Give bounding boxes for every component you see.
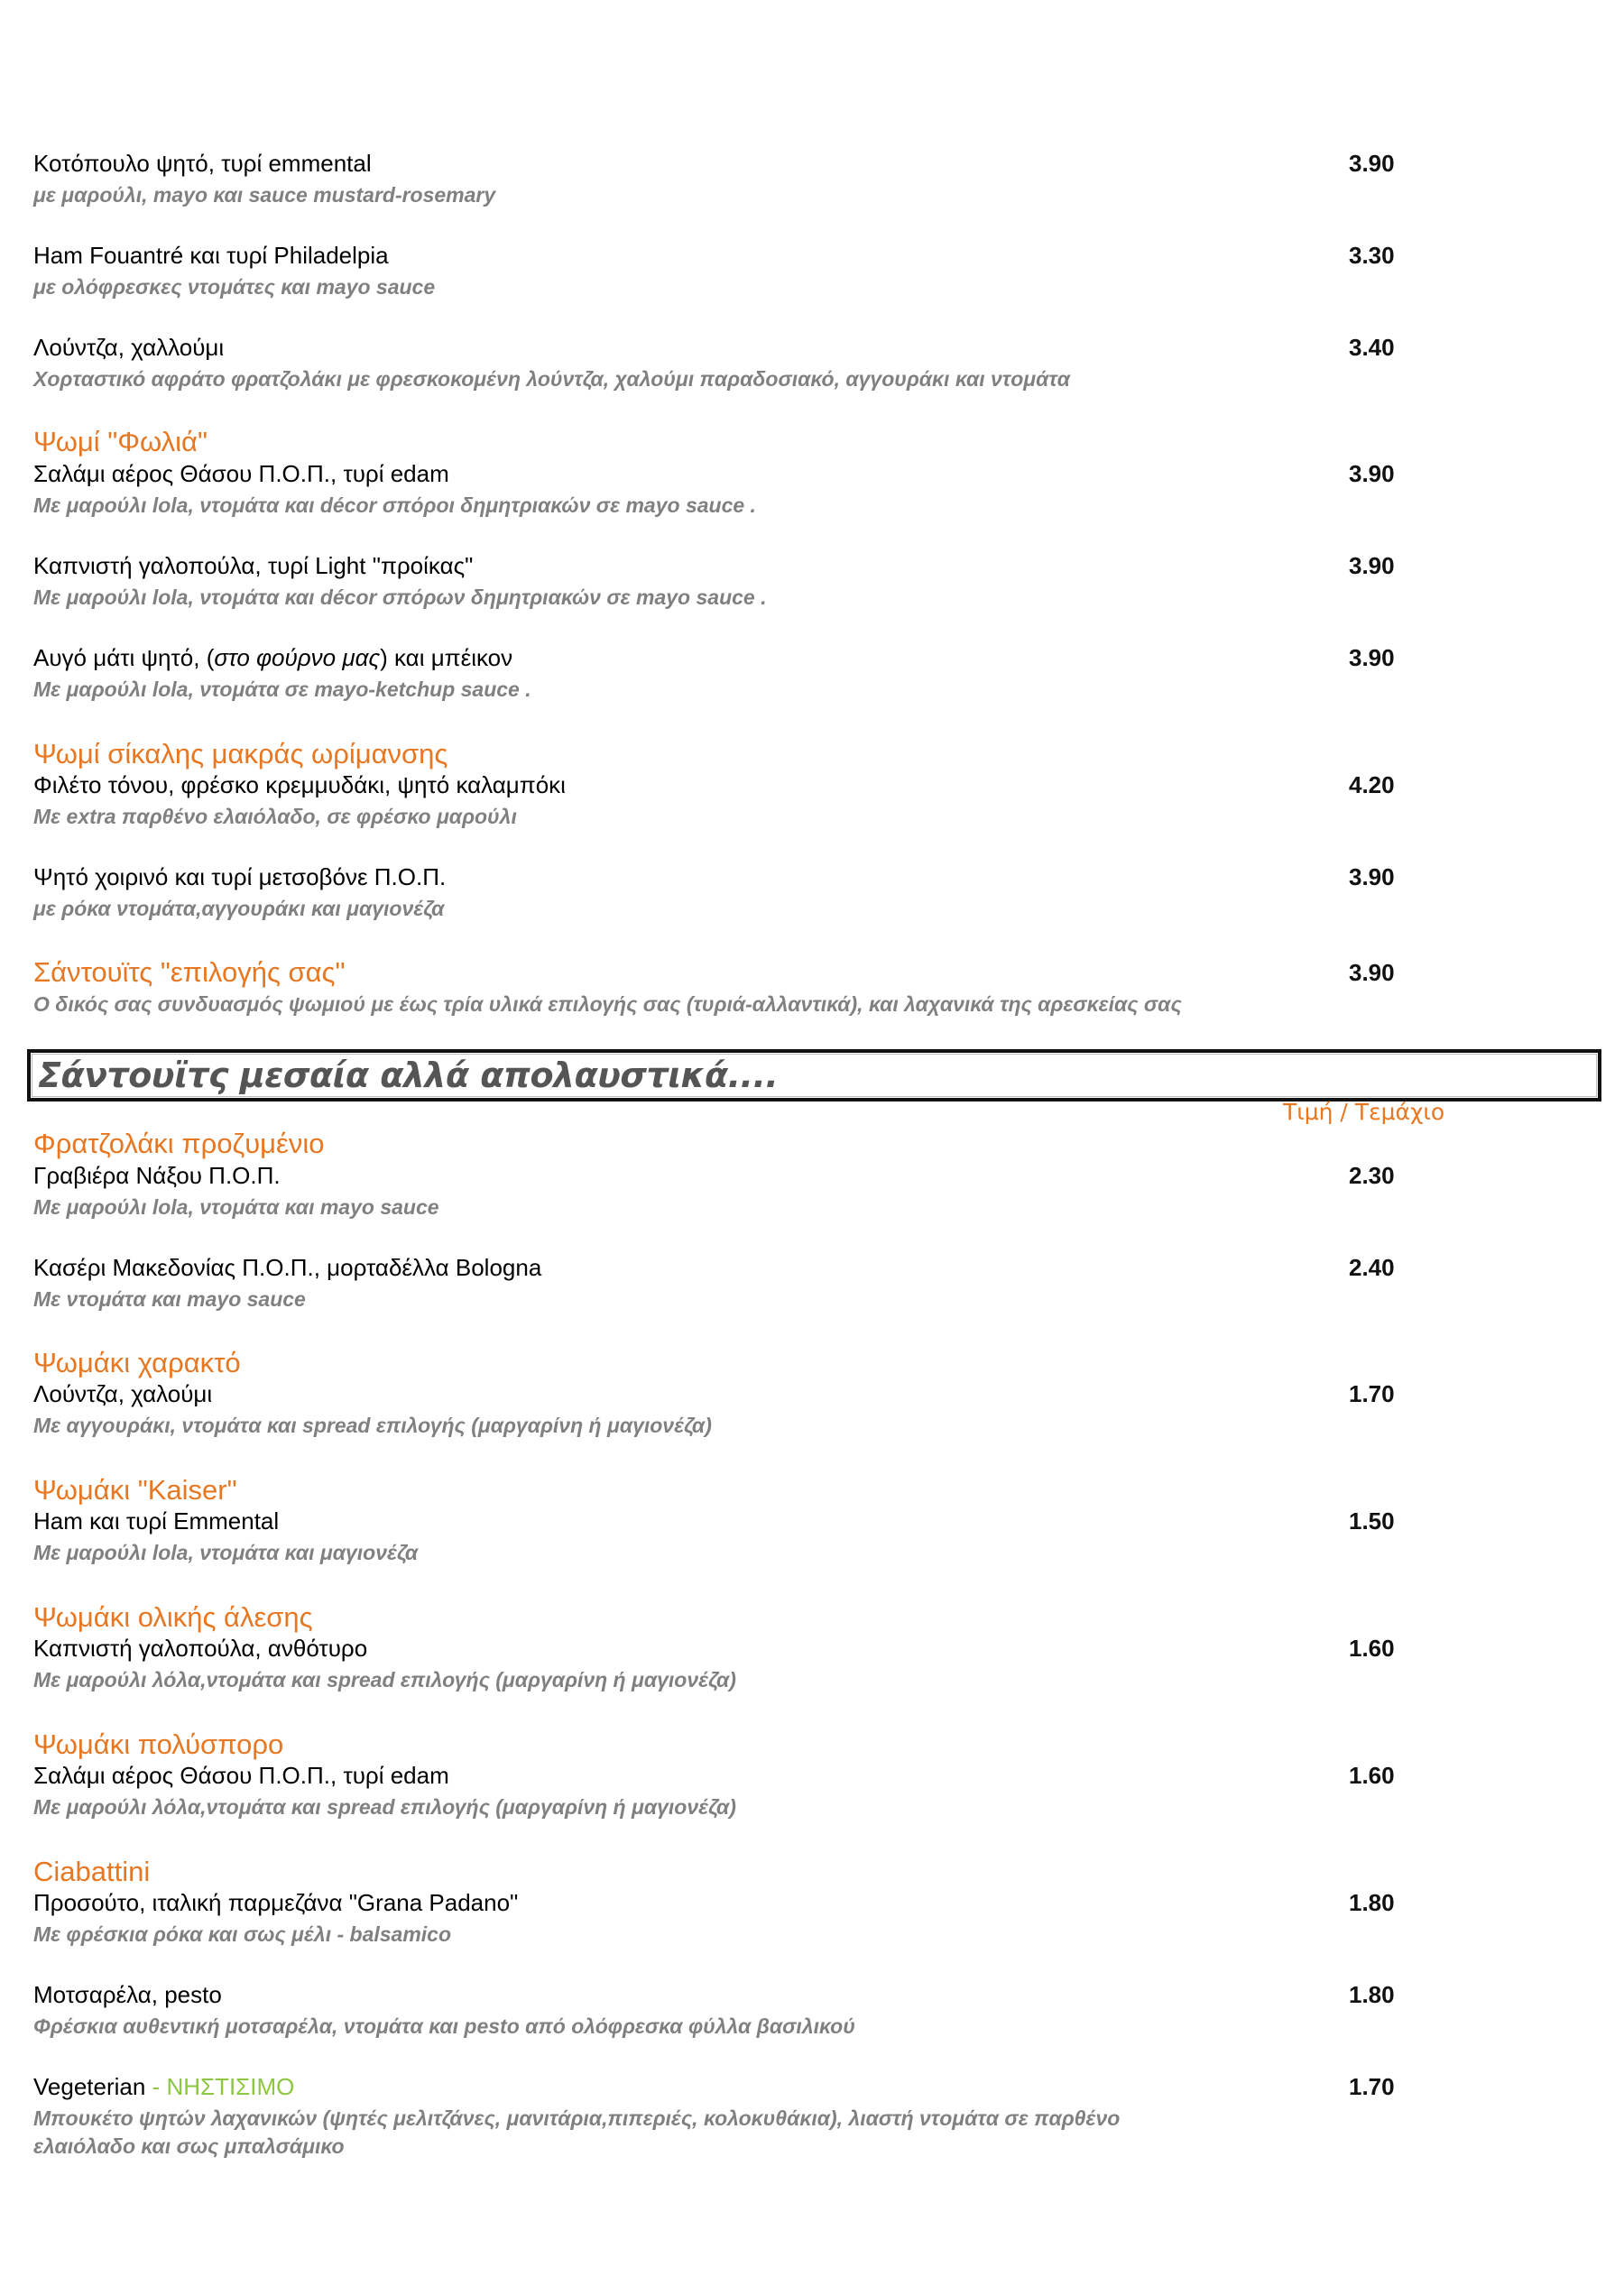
menu-item-price: 1.80 [1349, 1889, 1395, 1916]
menu-item-name: Προσούτο, ιταλική παρμεζάνα "Grana Padano" [33, 1889, 519, 1916]
menu-item-description: Με φρέσκια ρόκα και σως μέλι - balsamico [33, 1922, 452, 1946]
menu-item-name: Φιλέτο τόνου, φρέσκο κρεμμυδάκι, ψητό καλαμπόκι [33, 771, 566, 798]
menu-item-name: Ham και τυρί Emmental [33, 1507, 280, 1535]
category-title: Ψωμάκι ολικής άλεσης [33, 1601, 313, 1633]
menu-item-price: 3.90 [1349, 460, 1395, 487]
menu-item-description: ελαιόλαδο και σως μπαλσάμικο [33, 2134, 345, 2158]
menu-item-price: 1.70 [1349, 2073, 1395, 2100]
menu-item-price: 3.90 [1349, 150, 1395, 177]
menu-item-description: Μπουκέτο ψητών λαχανικών (ψητές μελιτζάνες, μανιτάρια,πιπεριές, κολοκυθάκια), λιαστή ντομάτα σε παρθένο [33, 2106, 1121, 2130]
menu-item-description: Με μαρούλι lola, ντομάτα σε mayo-ketchup sauce . [33, 677, 531, 701]
menu-item-name: Ham Fouantré και τυρί Philadelpia [33, 242, 389, 269]
menu-item-description: με ρόκα ντομάτα,αγγουράκι και μαγιονέζα [33, 897, 445, 920]
menu-item-name: Σαλάμι αέρος Θάσου Π.Ο.Π., τυρί edam [33, 1762, 449, 1789]
menu-item-description: Με μαρούλι λόλα,ντομάτα και spread επιλογής (μαργαρίνη ή μαγιονέζα) [33, 1668, 736, 1691]
category-title: Ψωμί σίκαλης μακράς ωρίμανσης [33, 738, 448, 770]
menu-item-description: Με extra παρθένο ελαιόλαδο, σε φρέσκο μαρούλι [33, 805, 517, 828]
menu-item-name: Λούντζα, χαλλούμι [33, 334, 225, 361]
menu-item-name-part: Vegeterian [33, 2073, 146, 2100]
menu-item-price: 3.90 [1349, 552, 1395, 579]
menu-item-name: Μοτσαρέλα, pesto [33, 1981, 222, 2008]
category-title: Ciabattini [33, 1856, 151, 1887]
menu-item-price: 1.70 [1349, 1380, 1395, 1407]
menu-item-description: Χορταστικό αφράτο φρατζολάκι με φρεσκοκομένη λούντζα, χαλούμι παραδοσιακό, αγγουράκι και ντομάτα [33, 367, 1071, 391]
menu-item-price: 3.90 [1349, 959, 1395, 986]
menu-item-description: Με μαρούλι lola, ντομάτα και décor σπόρων δημητριακών σε mayo sauce . [33, 585, 767, 609]
menu-item-description: με ολόφρεσκες ντομάτες και mayo sauce [33, 275, 436, 299]
menu-item-price: 1.60 [1349, 1762, 1395, 1789]
menu-item-name: Γραβιέρα Νάξου Π.Ο.Π. [33, 1162, 281, 1189]
menu-item-name: Καπνιστή γαλοπούλα, ανθότυρο [33, 1635, 368, 1662]
menu-item-description: Με μαρούλι lola, ντομάτα και mayo sauce [33, 1195, 439, 1219]
menu-item-name [33, 2073, 294, 2100]
menu-item-name-italic-part: στο φούρνο μας [214, 644, 381, 671]
menu-item-price: 1.80 [1349, 1981, 1395, 2008]
category-title: Ψωμάκι χαρακτό [33, 1347, 241, 1378]
menu-item-price: 3.90 [1349, 863, 1395, 890]
fasting-tag-separator: - [145, 2073, 167, 2100]
menu-item-price: 3.30 [1349, 242, 1395, 269]
category-title: Ψωμάκι πολύσπορο [33, 1728, 284, 1760]
menu-item-price: 4.20 [1349, 771, 1395, 798]
menu-item-description: Με μαρούλι lola, ντομάτα και μαγιονέζα [33, 1541, 419, 1564]
menu-item-price: 1.60 [1349, 1635, 1395, 1662]
menu-item-description: Φρέσκια αυθεντική μοτσαρέλα, ντομάτα και pesto από ολόφρεσκα φύλλα βασιλικού [33, 2014, 855, 2038]
menu-item-price: 3.40 [1349, 334, 1395, 361]
section-heading-box [27, 1049, 1601, 1101]
menu-item-name [33, 644, 512, 671]
fasting-tag: ΝΗΣΤΙΣΙΜΟ [166, 2073, 295, 2100]
menu-item-price: 3.90 [1349, 644, 1395, 671]
menu-item-description: Ο δικός σας συνδυασμός ψωμιού με έως τρία υλικά επιλογής σας (τυριά-αλλαντικά), και λαχανικά της αρεσκείας σας [33, 992, 1182, 1016]
menu-item-price: 2.40 [1349, 1254, 1395, 1281]
menu-item-name: Ψητό χοιρινό και τυρί μετσοβόνε Π.Ο.Π. [33, 863, 447, 890]
category-title: Ψωμί "Φωλιά" [33, 426, 208, 457]
category-title: Ψωμάκι "Kaiser" [33, 1474, 237, 1506]
category-title: Σάντουϊτς "επιλογής σας" [33, 956, 346, 988]
menu-item-description: Με ντομάτα και mayo sauce [33, 1287, 306, 1311]
section-heading: Σάντουϊτς μεσαία αλλά απολαυστικά.... [38, 1055, 779, 1095]
menu-item-name: Καπνιστή γαλοπούλα, τυρί Light "προίκας" [33, 552, 474, 579]
menu-item-name-part: Αυγό μάτι ψητό, ( [33, 644, 215, 671]
menu-item-description: Με μαρούλι λόλα,ντομάτα και spread επιλογής (μαργαρίνη ή μαγιονέζα) [33, 1795, 736, 1819]
menu-item-name: Λούντζα, χαλούμι [33, 1380, 213, 1407]
menu-item-description: με μαρούλι, mayo και sauce mustard-rosemary [33, 183, 496, 207]
menu-item-name-part: ) και μπέικον [380, 644, 513, 671]
menu-item-name: Σαλάμι αέρος Θάσου Π.Ο.Π., τυρί edam [33, 460, 449, 487]
menu-item-name: Κασέρι Μακεδονίας Π.Ο.Π., μορταδέλλα Bologna [33, 1254, 542, 1281]
menu-item-price: 1.50 [1349, 1507, 1395, 1535]
menu-item-description: Με αγγουράκι, ντομάτα και spread επιλογής (μαργαρίνη ή μαγιονέζα) [33, 1414, 712, 1437]
price-column-header: Τιμή / Τεμάχιο [1283, 1099, 1445, 1125]
menu-item-price: 2.30 [1349, 1162, 1395, 1189]
menu-item-name: Κοτόπουλο ψητό, τυρί emmental [33, 150, 372, 177]
category-title: Φρατζολάκι προζυμένιο [33, 1128, 325, 1159]
menu-item-description: Με μαρούλι lola, ντομάτα και décor σπόροι δημητριακών σε mayo sauce . [33, 493, 756, 517]
